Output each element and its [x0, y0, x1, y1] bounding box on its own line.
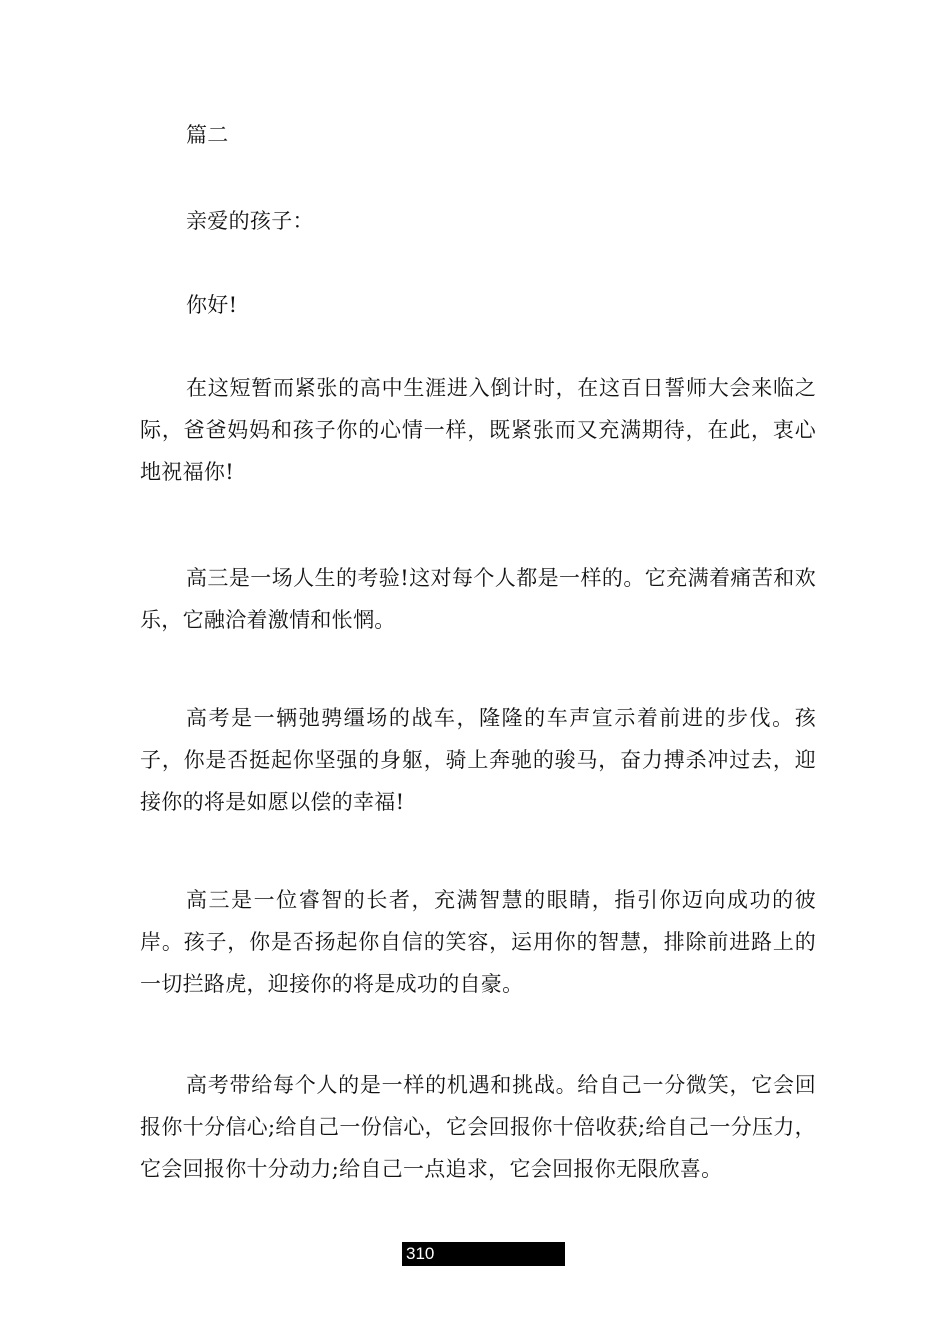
paragraph-4-block	[140, 879, 816, 1005]
paragraph: 高三是一场人生的考验!这对每个人都是一样的。它充满着痛苦和欢乐，它融洽着激情和怅惘。	[140, 566, 816, 632]
greeting-block	[140, 284, 816, 326]
page-number-box	[402, 1242, 565, 1266]
paragraph: 高三是一位睿智的长者，充满智慧的眼睛，指引你迈向成功的彼岸。孩子，你是否扬起你自信的笑容，运用你的智慧，排除前进路上的一切拦路虎，迎接你的将是成功的自豪。	[140, 888, 816, 996]
paragraph-2-block	[140, 557, 816, 641]
paragraph: 在这短暂而紧张的高中生涯进入倒计时，在这百日誓师大会来临之际，爸爸妈妈和孩子你的心情一样，既紧张而又充满期待，在此，衷心地祝福你!	[140, 376, 816, 484]
section-heading: 篇二	[186, 123, 229, 147]
page-number: 310	[406, 1244, 435, 1263]
salutation: 亲爱的孩子：	[186, 209, 314, 233]
paragraph: 高考是一辆弛骋缰场的战车，隆隆的车声宣示着前进的步伐。孩子，你是否挺起你坚强的身躯，骑上奔驰的骏马，奋力搏杀冲过去，迎接你的将是如愿以偿的幸福!	[140, 706, 816, 814]
paragraph-3-block	[140, 697, 816, 823]
paragraph-1-block	[140, 367, 816, 493]
greeting: 你好!	[186, 293, 238, 317]
paragraph: 高考带给每个人的是一样的机遇和挑战。给自己一分微笑，它会回报你十分信心;给自己一份信心，它会回报你十倍收获;给自己一分压力，它会回报你十分动力;给自己一点追求，它会回报你无限欣喜。	[140, 1073, 816, 1181]
paragraph-5-block	[140, 1064, 816, 1190]
section-heading-block	[140, 114, 816, 156]
salutation-block	[140, 200, 816, 242]
